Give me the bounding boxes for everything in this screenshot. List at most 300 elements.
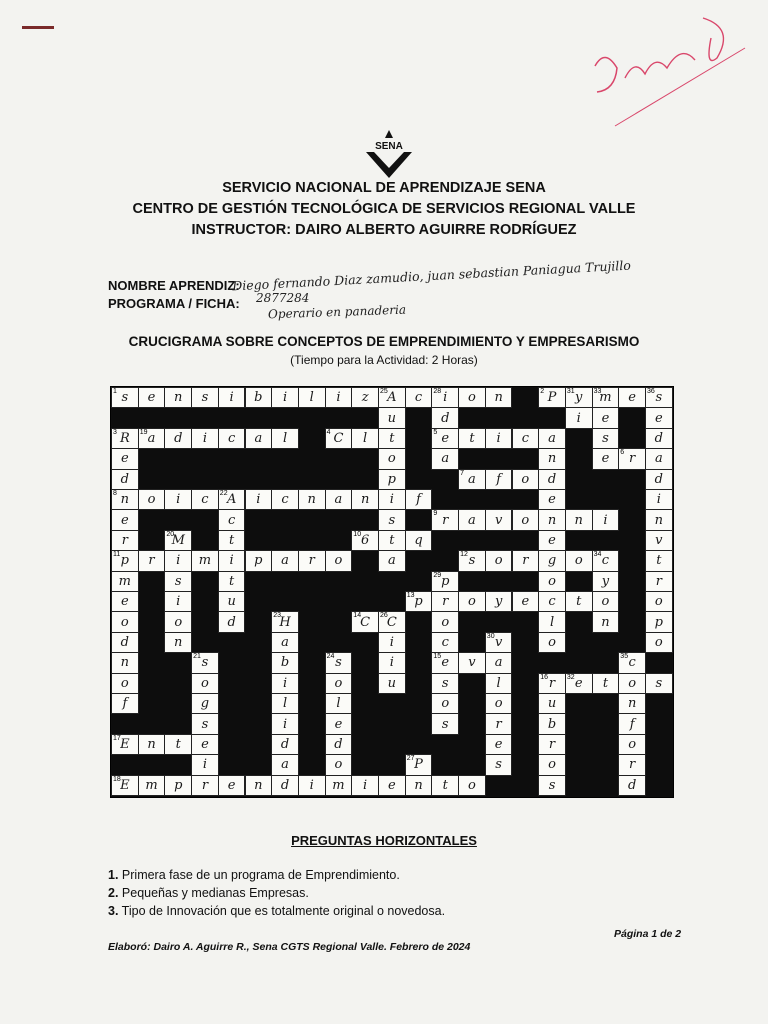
cell-letter: t bbox=[175, 736, 181, 752]
crossword-cell bbox=[325, 550, 353, 571]
crossword-cell bbox=[218, 428, 246, 449]
cell-letter: y bbox=[575, 390, 583, 406]
crossword-cell bbox=[111, 509, 139, 530]
crossword-title: CRUCIGRAMA SOBRE CONCEPTOS DE EMPRENDIMIENTO Y EMPRESARISMO bbox=[128, 334, 640, 349]
crossword-cell bbox=[271, 428, 299, 449]
cell-letter: c bbox=[414, 390, 423, 406]
cell-letter: e bbox=[120, 451, 129, 467]
crossword-cell bbox=[164, 632, 192, 653]
cell-letter: o bbox=[628, 736, 637, 752]
name-label: NOMBRE APRENDIZ: bbox=[108, 278, 240, 293]
crossword-cell bbox=[111, 611, 139, 632]
crossword-cell bbox=[164, 550, 192, 571]
header-line-1: SERVICIO NACIONAL DE APRENDIZAJE SENA bbox=[222, 180, 546, 196]
cell-letter: r bbox=[629, 451, 636, 467]
cell-letter: n bbox=[414, 777, 423, 793]
crossword-cell bbox=[512, 550, 540, 571]
cell-letter: e bbox=[334, 716, 343, 732]
crossword-cell bbox=[645, 428, 673, 449]
clue-number: 18 bbox=[113, 775, 121, 783]
crossword-cell bbox=[485, 734, 513, 755]
cell-letter: n bbox=[174, 390, 183, 406]
crossword-cell bbox=[485, 591, 513, 612]
crossword-cell bbox=[218, 509, 246, 530]
cell-letter: d bbox=[627, 777, 637, 793]
cell-letter: M bbox=[171, 532, 185, 548]
crossword-cell bbox=[431, 652, 459, 673]
cell-letter: o bbox=[201, 675, 209, 691]
cell-letter: A bbox=[387, 390, 397, 406]
clue-number: 32 bbox=[566, 673, 575, 681]
cell-letter: C bbox=[386, 614, 397, 630]
cell-letter: 6 bbox=[361, 532, 370, 548]
crossword-cell bbox=[645, 673, 673, 694]
cell-letter: a bbox=[468, 512, 476, 528]
cell-letter: y bbox=[601, 573, 610, 589]
crossword-cell bbox=[538, 448, 566, 469]
cell-letter: s bbox=[201, 716, 209, 732]
cell-letter: o bbox=[468, 777, 476, 793]
cell-letter: v bbox=[494, 634, 503, 650]
crossword-cell bbox=[218, 591, 246, 612]
cell-letter: m bbox=[599, 390, 612, 406]
crossword-cell bbox=[485, 469, 513, 490]
crossword-cell bbox=[378, 632, 406, 653]
cell-letter: s bbox=[602, 430, 609, 446]
cell-letter: s bbox=[468, 553, 476, 569]
crossword-cell bbox=[618, 673, 646, 694]
cell-letter: i bbox=[229, 390, 234, 406]
cell-letter: n bbox=[547, 512, 557, 528]
crossword-cell bbox=[298, 550, 326, 571]
cell-letter: a bbox=[147, 430, 156, 446]
crossword-cell bbox=[111, 387, 139, 408]
header-line-3: INSTRUCTOR: DAIRO ALBERTO AGUIRRE RODRÍGUEZ bbox=[191, 222, 577, 238]
cell-letter: d bbox=[654, 471, 663, 487]
crossword-cell bbox=[298, 387, 326, 408]
clue-number: 9 bbox=[433, 510, 438, 518]
cell-letter: f bbox=[122, 696, 128, 712]
crossword-cell bbox=[405, 591, 433, 612]
crossword-cell bbox=[458, 550, 486, 571]
cell-letter: p bbox=[414, 594, 423, 610]
cell-letter: s bbox=[495, 757, 502, 773]
cell-letter: l bbox=[309, 390, 314, 406]
crossword-cell bbox=[431, 611, 459, 632]
cell-letter: u bbox=[547, 696, 557, 712]
cell-letter: n bbox=[574, 512, 583, 528]
cell-letter: o bbox=[601, 594, 610, 610]
crossword-cell bbox=[351, 530, 379, 551]
cell-letter: n bbox=[627, 696, 637, 712]
cell-letter: o bbox=[147, 492, 156, 508]
cell-letter: u bbox=[227, 594, 236, 610]
crossword-cell bbox=[111, 489, 139, 510]
crossword-cell bbox=[458, 428, 486, 449]
cell-letter: g bbox=[200, 696, 210, 712]
clue-number: 35 bbox=[620, 653, 629, 661]
cell-letter: e bbox=[521, 594, 530, 610]
cell-letter: R bbox=[119, 430, 130, 446]
crossword-cell bbox=[164, 387, 192, 408]
clue-number: 2 bbox=[540, 388, 545, 395]
cell-letter: o bbox=[441, 614, 450, 630]
crossword-cell bbox=[645, 530, 673, 551]
cell-letter: m bbox=[332, 777, 345, 793]
crossword-cell bbox=[538, 530, 566, 551]
crossword-cell bbox=[538, 571, 566, 592]
crossword-cell bbox=[538, 693, 566, 714]
cell-letter: o bbox=[334, 675, 343, 691]
cell-letter: a bbox=[654, 451, 663, 467]
name-value: Diego fernando Diaz zamudio, juan sebastian Paniagua Trujillo bbox=[231, 257, 632, 294]
cell-letter: r bbox=[442, 594, 449, 610]
cell-letter: e bbox=[654, 410, 663, 426]
crossword-cell bbox=[218, 775, 246, 796]
cell-letter: o bbox=[494, 696, 503, 712]
cell-letter: n bbox=[494, 390, 503, 406]
questions-title: PREGUNTAS HORIZONTALES bbox=[291, 833, 477, 848]
cell-letter: t bbox=[602, 675, 609, 691]
cell-letter: e bbox=[201, 736, 209, 752]
crossword-cell bbox=[618, 652, 646, 673]
cell-letter: i bbox=[389, 634, 394, 650]
crossword-cell bbox=[138, 734, 166, 755]
cell-letter: s bbox=[335, 655, 342, 671]
crossword-cell bbox=[645, 509, 673, 530]
cell-letter: P bbox=[547, 390, 557, 406]
crossword-cell bbox=[378, 550, 406, 571]
crossword-cell bbox=[431, 775, 459, 796]
crossword-cell bbox=[164, 428, 192, 449]
crossword-cell bbox=[218, 530, 246, 551]
cell-letter: o bbox=[628, 675, 637, 691]
crossword-cell bbox=[218, 611, 246, 632]
crossword-cell bbox=[164, 611, 192, 632]
crossword-cell bbox=[538, 611, 566, 632]
crossword-subtitle: (Tiempo para la Actividad: 2 Horas) bbox=[290, 353, 478, 367]
crossword-cell bbox=[405, 775, 433, 796]
clue-number: 17 bbox=[113, 734, 121, 742]
ficha-value: 2877284 bbox=[256, 291, 310, 305]
crossword-cell bbox=[458, 469, 486, 490]
cell-letter: i bbox=[389, 655, 394, 671]
clue-number: 33 bbox=[593, 388, 602, 395]
cell-letter: d bbox=[334, 736, 343, 752]
cell-letter: n bbox=[120, 655, 130, 671]
crossword-cell bbox=[592, 509, 620, 530]
clue-number: 7 bbox=[460, 469, 464, 477]
crossword-cell bbox=[298, 489, 326, 510]
cell-letter: o bbox=[548, 634, 556, 650]
cell-letter: i bbox=[336, 390, 341, 406]
cell-letter: s bbox=[201, 655, 209, 671]
crossword-cell bbox=[111, 550, 139, 571]
crossword-cell bbox=[458, 652, 486, 673]
crossword-cell bbox=[111, 775, 139, 796]
cell-letter: d bbox=[280, 736, 290, 752]
cell-letter: o bbox=[494, 553, 503, 569]
crossword-cell bbox=[645, 469, 673, 490]
cell-letter: i bbox=[176, 594, 181, 610]
cell-letter: i bbox=[496, 430, 501, 446]
crossword-cell bbox=[218, 550, 246, 571]
crossword-cell bbox=[485, 693, 513, 714]
crossword-cell bbox=[458, 509, 486, 530]
cell-letter: a bbox=[281, 757, 289, 773]
crossword-cell bbox=[325, 754, 353, 775]
clue-number: 22 bbox=[219, 490, 228, 497]
cell-letter: t bbox=[576, 594, 582, 610]
cell-letter: o bbox=[387, 451, 396, 467]
question-3: 3. Tipo de Innovación que es totalmente original o novedosa. bbox=[108, 904, 446, 918]
cell-letter: p bbox=[120, 553, 129, 569]
cell-letter: m bbox=[118, 573, 131, 589]
crossword-cell bbox=[111, 571, 139, 592]
crossword-cell bbox=[378, 652, 406, 673]
crossword-cell bbox=[271, 734, 299, 755]
cell-letter: i bbox=[576, 410, 581, 426]
clue-number: 8 bbox=[113, 490, 117, 497]
cell-letter: g bbox=[547, 553, 557, 569]
crossword-cell bbox=[645, 591, 673, 612]
cell-letter: p bbox=[174, 777, 183, 793]
cell-letter: e bbox=[441, 655, 450, 671]
cell-letter: r bbox=[442, 512, 449, 528]
cell-letter: s bbox=[655, 390, 663, 406]
cell-letter: a bbox=[281, 634, 289, 650]
cell-letter: d bbox=[547, 471, 557, 487]
cell-letter: e bbox=[601, 451, 610, 467]
cell-letter: p bbox=[654, 614, 663, 630]
crossword-cell bbox=[271, 489, 299, 510]
clue-number: 36 bbox=[647, 388, 655, 395]
crossword-cell bbox=[191, 387, 219, 408]
crossword-cell bbox=[618, 693, 646, 714]
cell-letter: e bbox=[494, 736, 503, 752]
crossword-cell bbox=[405, 530, 433, 551]
cell-letter: i bbox=[309, 777, 314, 793]
cell-letter: s bbox=[121, 390, 129, 406]
crossword-cell bbox=[512, 469, 540, 490]
scan-mark bbox=[22, 26, 54, 29]
cell-letter: c bbox=[201, 492, 209, 508]
header-line-2: CENTRO DE GESTIÓN TECNOLÓGICA DE SERVICIOS REGIONAL VALLE bbox=[132, 201, 636, 217]
crossword-cell bbox=[431, 428, 459, 449]
crossword-cell bbox=[245, 550, 273, 571]
crossword-cell bbox=[538, 489, 566, 510]
crossword-cell bbox=[378, 489, 406, 510]
crossword-cell bbox=[431, 713, 459, 734]
cell-letter: b bbox=[254, 390, 263, 406]
crossword-cell bbox=[592, 550, 620, 571]
crossword-cell bbox=[164, 571, 192, 592]
clue-number: 27 bbox=[406, 755, 415, 763]
cell-letter: l bbox=[549, 614, 555, 630]
crossword-cell bbox=[645, 632, 673, 653]
cell-letter: r bbox=[548, 736, 556, 752]
crossword-cell bbox=[351, 611, 379, 632]
crossword-cell bbox=[191, 673, 219, 694]
cell-letter: u bbox=[387, 410, 397, 426]
crossword-cell bbox=[618, 754, 646, 775]
clue-number: 10 bbox=[353, 530, 362, 538]
crossword-cell bbox=[245, 387, 273, 408]
cell-letter: s bbox=[441, 675, 449, 691]
cell-letter: a bbox=[468, 471, 476, 487]
crossword-cell bbox=[592, 673, 620, 694]
crossword-cell bbox=[485, 713, 513, 734]
cell-letter: o bbox=[468, 594, 476, 610]
cell-letter: e bbox=[120, 512, 129, 528]
cell-letter: v bbox=[468, 655, 476, 671]
crossword-cell bbox=[325, 652, 353, 673]
crossword-cell bbox=[191, 550, 219, 571]
cell-letter: s bbox=[388, 512, 396, 528]
crossword-cell bbox=[485, 673, 513, 694]
crossword-cell bbox=[538, 591, 566, 612]
cell-letter: e bbox=[227, 777, 236, 793]
cell-letter: o bbox=[120, 614, 129, 630]
cell-letter: l bbox=[282, 696, 288, 712]
crossword-cell bbox=[271, 550, 299, 571]
clue-number: 23 bbox=[273, 612, 281, 620]
cell-letter: t bbox=[389, 430, 395, 446]
crossword-cell bbox=[512, 509, 540, 530]
crossword-cell bbox=[538, 713, 566, 734]
cell-letter: p bbox=[254, 553, 263, 569]
cell-letter: e bbox=[441, 430, 450, 446]
crossword-cell bbox=[298, 775, 326, 796]
crossword-cell bbox=[218, 571, 246, 592]
crossword-cell bbox=[378, 673, 406, 694]
cell-letter: E bbox=[120, 736, 130, 752]
clue-number: 34 bbox=[593, 551, 602, 559]
crossword-cell bbox=[431, 673, 459, 694]
crossword-cell bbox=[271, 673, 299, 694]
crossword-cell bbox=[485, 632, 513, 653]
cell-letter: l bbox=[363, 430, 368, 446]
crossword-cell bbox=[378, 428, 406, 449]
cell-letter: n bbox=[174, 634, 183, 650]
crossword-cell bbox=[245, 775, 273, 796]
cell-letter: c bbox=[228, 430, 236, 446]
cell-letter: i bbox=[603, 512, 608, 528]
cell-letter: d bbox=[441, 410, 450, 426]
clue-number: 13 bbox=[406, 592, 415, 599]
cell-letter: a bbox=[441, 451, 450, 467]
crossword-cell bbox=[378, 469, 406, 490]
crossword-cell bbox=[191, 754, 219, 775]
crossword-cell bbox=[138, 489, 166, 510]
crossword-cell bbox=[485, 509, 513, 530]
cell-letter: E bbox=[120, 777, 130, 793]
cell-letter: i bbox=[656, 492, 661, 508]
crossword-cell bbox=[592, 448, 620, 469]
cell-letter: e bbox=[548, 492, 556, 508]
cell-letter: r bbox=[121, 532, 128, 548]
clue-number: 11 bbox=[113, 551, 121, 559]
cell-letter: d bbox=[120, 471, 129, 487]
crossword-cell bbox=[111, 448, 139, 469]
cell-letter: a bbox=[254, 430, 263, 446]
crossword-cell bbox=[405, 754, 433, 775]
cell-letter: o bbox=[468, 390, 476, 406]
crossword-cell bbox=[592, 407, 620, 428]
cell-letter: d bbox=[174, 430, 183, 446]
crossword-cell bbox=[378, 448, 406, 469]
footer-author: Elaboró: Dairo A. Aguirre R., Sena CGTS Regional Valle. Febrero de 2024 bbox=[108, 941, 471, 953]
cell-letter: o bbox=[174, 614, 183, 630]
cell-letter: e bbox=[628, 390, 636, 406]
crossword-cell bbox=[431, 591, 459, 612]
cell-letter: f bbox=[629, 716, 635, 732]
crossword-cell bbox=[512, 591, 540, 612]
question-2: 2. Pequeñas y medianas Empresas. bbox=[108, 886, 309, 900]
cell-letter: v bbox=[494, 512, 503, 528]
clue-number: 1 bbox=[113, 388, 117, 395]
cell-letter: i bbox=[256, 492, 261, 508]
crossword-cell bbox=[645, 407, 673, 428]
crossword-cell bbox=[405, 489, 433, 510]
crossword-cell bbox=[271, 632, 299, 653]
crossword-cell bbox=[538, 754, 566, 775]
crossword-cell bbox=[592, 387, 620, 408]
crossword-cell bbox=[164, 489, 192, 510]
clue-number: 25 bbox=[380, 388, 388, 395]
crossword-cell bbox=[378, 611, 406, 632]
cell-letter: e bbox=[387, 777, 396, 793]
cell-letter: p bbox=[387, 471, 396, 487]
crossword-cell bbox=[191, 693, 219, 714]
crossword-cell bbox=[191, 734, 219, 755]
crossword-cell bbox=[351, 387, 379, 408]
crossword-cell bbox=[405, 387, 433, 408]
crossword-cell bbox=[378, 775, 406, 796]
crossword-cell bbox=[458, 387, 486, 408]
crossword-cell bbox=[218, 387, 246, 408]
crossword-cell bbox=[351, 775, 379, 796]
clue-number: 24 bbox=[326, 653, 335, 661]
crossword-cell bbox=[378, 407, 406, 428]
clue-number: 29 bbox=[433, 571, 442, 579]
crossword-cell bbox=[111, 652, 139, 673]
cell-letter: d bbox=[280, 777, 290, 793]
cell-letter: b bbox=[280, 655, 290, 671]
cell-letter: c bbox=[548, 594, 556, 610]
crossword-cell bbox=[111, 469, 139, 490]
cell-letter: z bbox=[361, 390, 369, 406]
cell-letter: d bbox=[120, 634, 129, 650]
cell-letter: c bbox=[441, 634, 449, 650]
clue-number: 3 bbox=[113, 428, 117, 436]
crossword-cell bbox=[458, 591, 486, 612]
crossword-cell bbox=[245, 489, 273, 510]
cell-letter: l bbox=[336, 696, 341, 712]
cell-letter: r bbox=[548, 675, 556, 691]
cell-letter: i bbox=[202, 757, 208, 773]
crossword-cell bbox=[111, 632, 139, 653]
crossword-cell bbox=[138, 387, 166, 408]
crossword-cell bbox=[325, 734, 353, 755]
cell-letter: r bbox=[308, 553, 315, 569]
cell-letter: i bbox=[176, 492, 181, 508]
crossword-cell bbox=[538, 673, 566, 694]
cell-letter: A bbox=[226, 492, 237, 508]
crossword-cell bbox=[618, 448, 646, 469]
cell-letter: c bbox=[521, 430, 529, 446]
crossword-cell bbox=[538, 428, 566, 449]
